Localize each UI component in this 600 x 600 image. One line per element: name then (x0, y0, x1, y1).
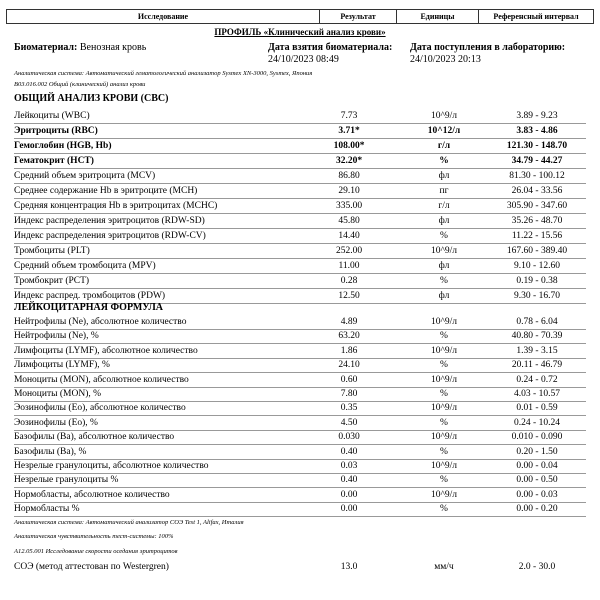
row-unit: % (439, 156, 449, 166)
header-result: Результат (320, 9, 397, 24)
row-result: 14.40 (338, 231, 360, 241)
row-name: СОЭ (метод аттестован по Westergren) (14, 562, 169, 572)
row-ref: 0.00 - 0.04 (516, 461, 558, 471)
row-result: 0.030 (338, 432, 360, 443)
row-result: 13.0 (340, 562, 358, 572)
row-unit: 10^9/л (430, 345, 458, 356)
row-ref: 305.90 - 347.60 (506, 201, 568, 211)
row-result: 29.10 (338, 186, 360, 196)
row-ref: 0.00 - 0.03 (516, 489, 558, 500)
biomaterial-label: Биоматериал: (14, 42, 78, 53)
row-result: 4.50 (340, 417, 358, 428)
row-name: Базофилы (Ba), % (14, 446, 87, 457)
row-result: 0.40 (340, 446, 358, 457)
row-name: Средняя концентрация Hb в эритроцитах (MCHC) (14, 201, 218, 211)
row-unit: % (440, 231, 448, 241)
row-unit: 10^9/л (430, 461, 458, 471)
row-name: Нормобласты % (14, 504, 80, 515)
table-row (14, 460, 594, 473)
table-row (14, 359, 594, 372)
row-ref: 81.30 - 100.12 (509, 171, 565, 181)
table-row (14, 316, 594, 329)
row-unit: % (440, 504, 448, 515)
row-unit: % (440, 417, 448, 428)
row-result: 7.80 (340, 389, 358, 399)
row-ref: 0.00 - 0.50 (516, 475, 558, 486)
row-ref: 0.20 - 1.50 (516, 446, 558, 457)
table-row (14, 489, 594, 502)
row-ref: 3.83 - 4.86 (516, 126, 558, 136)
row-unit: 10^9/л (430, 246, 458, 256)
taken-label: Дата взятия биоматериала: (268, 42, 393, 53)
table-row (14, 170, 594, 183)
table-row (14, 245, 594, 258)
row-name: Моноциты (MON), абсолютное количество (14, 374, 189, 385)
row-name: Эозинофилы (Eo), абсолютное количество (14, 403, 186, 414)
row-result: 11.00 (338, 261, 360, 271)
row-ref: 121.30 - 148.70 (506, 141, 568, 151)
row-unit: 10^9/л (430, 403, 458, 414)
row-name: Нейтрофилы (Ne), абсолютное количество (14, 317, 187, 327)
row-ref: 0.010 - 0.090 (511, 432, 563, 443)
row-unit: 10^9/л (430, 489, 458, 500)
row-unit: фл (438, 171, 450, 181)
row-divider (14, 198, 586, 199)
row-name: Индекс распред. тромбоцитов (PDW) (14, 291, 166, 301)
header-reference: Референсный интервал (479, 9, 594, 24)
row-divider (14, 273, 586, 274)
biomaterial (14, 42, 146, 53)
row-unit: 10^12/л (427, 126, 461, 136)
table-row (14, 125, 594, 138)
row-name: Незрелые гранулоциты, абсолютное количество (14, 461, 209, 471)
row-result: 335.00 (335, 201, 363, 211)
row-unit: фл (438, 216, 450, 226)
row-ref: 26.04 - 33.56 (511, 186, 563, 196)
row-ref: 2.0 - 30.0 (518, 562, 556, 572)
table-row (14, 330, 594, 343)
table-row (14, 503, 594, 516)
row-name: Индекс распределения эритроцитов (RDW-CV) (14, 231, 206, 241)
row-divider (14, 516, 586, 517)
row-result: 108.00* (333, 141, 365, 151)
row-unit: 10^9/л (430, 432, 458, 443)
row-result: 0.35 (340, 403, 358, 414)
row-name: Гематокрит (HCT) (14, 156, 94, 166)
row-name: Базофилы (Ba), абсолютное количество (14, 432, 175, 443)
table-header (6, 9, 594, 24)
row-name: Индекс распределения эритроцитов (RDW-SD) (14, 216, 205, 226)
row-name: Эритроциты (RBC) (14, 126, 98, 136)
header-units: Единицы (397, 9, 479, 24)
header-investigation: Исследование (6, 9, 320, 24)
row-unit: 10^9/л (430, 374, 458, 385)
row-unit: мм/ч (434, 562, 454, 572)
row-result: 0.28 (340, 276, 358, 286)
table-row (14, 140, 594, 153)
row-divider (14, 168, 586, 169)
row-ref: 0.24 - 10.24 (514, 417, 560, 428)
row-unit: фл (438, 291, 450, 301)
row-ref: 35.26 - 48.70 (511, 216, 563, 226)
received-value: 24/10/2023 20:13 (410, 54, 481, 65)
table-row (14, 431, 594, 444)
row-result: 0.03 (340, 461, 358, 471)
table-row (14, 388, 594, 401)
row-result: 86.80 (338, 171, 360, 181)
row-ref: 20.11 - 46.79 (511, 360, 563, 371)
row-ref: 3.89 - 9.23 (516, 111, 558, 121)
row-result: 45.80 (338, 216, 360, 226)
row-result: 4.89 (340, 317, 358, 327)
row-name: Нейтрофилы (Ne), % (14, 331, 99, 342)
table-row (14, 474, 594, 487)
row-divider (14, 138, 586, 139)
row-name: Моноциты (MON), % (14, 389, 102, 399)
row-name: Незрелые гранулоциты % (14, 475, 119, 486)
table-row (14, 185, 594, 198)
row-result: 252.00 (335, 246, 363, 256)
table-row (14, 446, 594, 459)
row-name: Нормобласты, абсолютное количество (14, 489, 170, 500)
row-divider (14, 153, 586, 154)
row-name: Лимфоциты (LYMF), абсолютное количество (14, 345, 198, 356)
row-unit: % (440, 475, 448, 486)
row-ref: 9.10 - 12.60 (514, 261, 560, 271)
profile-title: ПРОФИЛЬ «Клинический анализ крови» (214, 27, 386, 37)
row-result: 7.73 (340, 111, 358, 121)
row-ref: 40.80 - 70.39 (511, 331, 563, 342)
row-ref: 167.60 - 389.40 (506, 246, 568, 256)
row-ref: 0.01 - 0.59 (516, 403, 558, 414)
row-unit: % (440, 360, 448, 371)
row-divider (14, 213, 586, 214)
row-unit: % (440, 276, 448, 286)
row-divider (14, 243, 586, 244)
row-result: 12.50 (338, 291, 360, 301)
row-unit: 10^9/л (430, 317, 458, 327)
row-unit: г/л (438, 201, 450, 211)
row-ref: 4.03 - 10.57 (514, 389, 560, 399)
esr-code-note: A12.05.001 Исследование скорости оседания эритроцитов (14, 548, 178, 555)
table-row (14, 345, 594, 358)
table-row (14, 260, 594, 273)
row-result: 0.40 (340, 475, 358, 486)
row-divider (14, 228, 586, 229)
row-divider (14, 258, 586, 259)
row-result: 0.00 (340, 489, 358, 500)
esr-analyzer-note: Аналитическая система: Автоматический анализатор СОЭ Test 1, Alifax, Италия (14, 519, 244, 526)
row-ref: 34.79 - 44.27 (511, 156, 563, 166)
section-cbc: ОБЩИЙ АНАЛИЗ КРОВИ (CBC) (14, 93, 169, 104)
table-row (14, 402, 594, 415)
row-name: Тромбоциты (PLT) (14, 246, 90, 256)
row-ref: 9.30 - 16.70 (514, 291, 560, 301)
row-divider (14, 288, 586, 289)
row-unit: % (440, 331, 448, 342)
taken-date (268, 42, 392, 66)
test-code-note: B03.016.002 Общий (клинический) анализ крови (14, 81, 146, 88)
row-divider (14, 183, 586, 184)
row-unit: 10^9/л (430, 111, 458, 121)
table-row (14, 155, 594, 168)
biomaterial-value: Венозная кровь (79, 42, 147, 53)
row-result: 3.71* (338, 126, 360, 136)
row-unit: г/л (437, 141, 451, 151)
row-ref: 0.24 - 0.72 (516, 374, 558, 385)
table-row (14, 417, 594, 430)
section-leuko: ЛЕЙКОЦИТАРНАЯ ФОРМУЛА (14, 302, 163, 313)
row-result: 63.20 (338, 331, 360, 342)
row-result: 0.60 (340, 374, 358, 385)
row-name: Средний объем тромбоцита (MPV) (14, 261, 156, 271)
received-date (410, 42, 565, 66)
table-row (14, 230, 594, 243)
row-unit: % (440, 446, 448, 457)
row-result: 32.20* (335, 156, 363, 166)
taken-value: 24/10/2023 08:49 (268, 54, 339, 65)
row-name: Гемоглобин (HGB, Hb) (14, 141, 112, 151)
row-result: 24.10 (338, 360, 360, 371)
row-ref: 0.00 - 0.20 (516, 504, 558, 515)
row-unit: фл (438, 261, 450, 271)
table-row (14, 275, 594, 288)
row-result: 0.00 (340, 504, 358, 515)
row-name: Лейкоциты (WBC) (14, 111, 90, 121)
analyzer-note: Аналитическая система: Автоматический гематологический анализатор Sysmex XN-3000, Sysmex, Япония (14, 70, 313, 77)
table-row (14, 374, 594, 387)
received-label: Дата поступления в лабораторию: (410, 42, 566, 53)
row-ref: 11.22 - 15.56 (511, 231, 563, 241)
row-ref: 1.39 - 3.15 (516, 345, 558, 356)
row-name: Тромбокрит (PCT) (14, 276, 90, 286)
sensitivity-note: Аналитическая чувствительность тест-системы: 100% (14, 533, 174, 540)
row-ref: 0.78 - 6.04 (516, 317, 558, 327)
row-unit: % (440, 389, 448, 399)
table-row (14, 200, 594, 213)
row-name: Средний объем эритроцита (MCV) (14, 171, 156, 181)
row-name: Лимфоциты (LYMF), % (14, 360, 110, 371)
table-row (14, 215, 594, 228)
row-name: Эозинофилы (Eo), % (14, 417, 98, 428)
row-divider (14, 123, 586, 124)
row-result: 1.86 (340, 345, 358, 356)
row-ref: 0.19 - 0.38 (516, 276, 558, 286)
row-name: Среднее содержание Hb в эритроците (MCH) (14, 186, 198, 196)
row-unit: пг (439, 186, 449, 196)
table-row (14, 110, 594, 123)
table-row-esr (14, 561, 594, 574)
